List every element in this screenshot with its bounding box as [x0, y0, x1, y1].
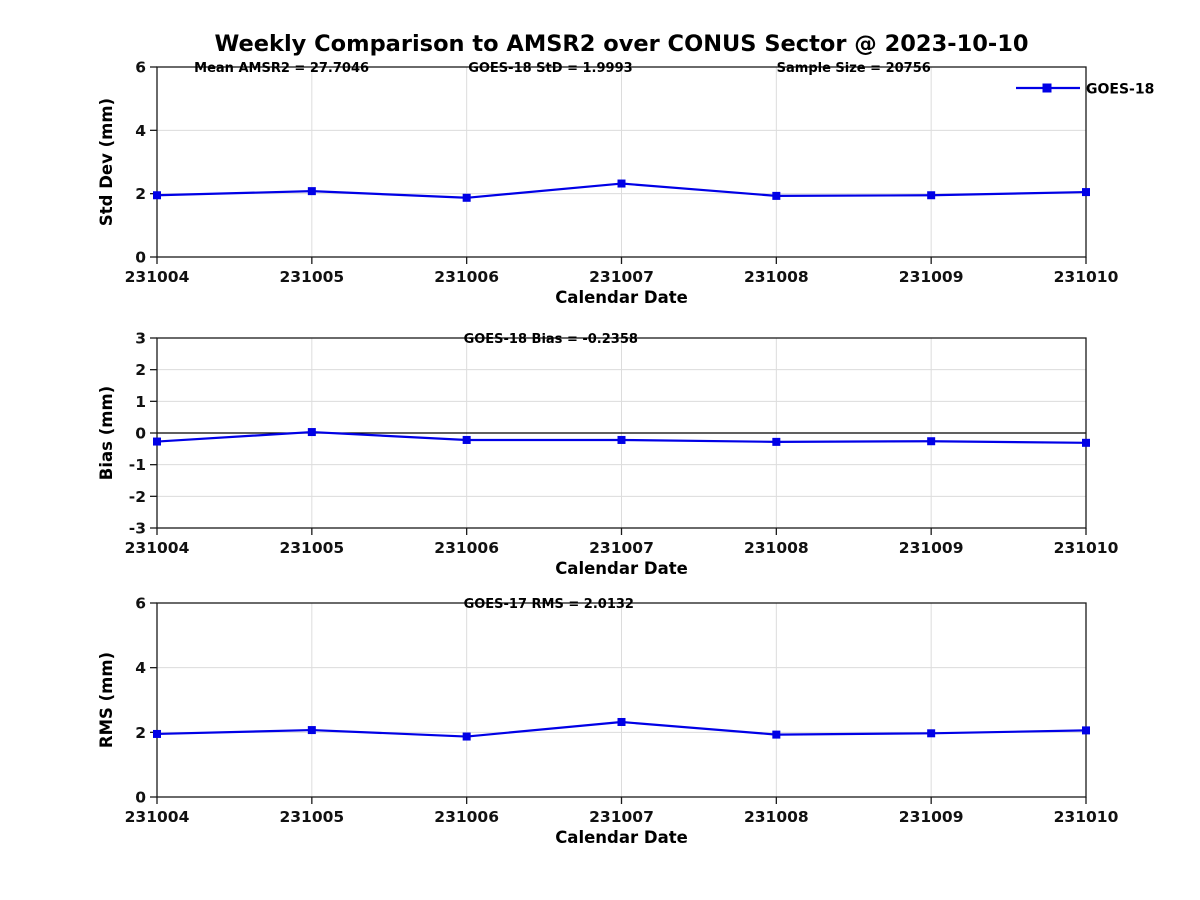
x-tick-label: 231006: [434, 808, 500, 826]
x-tick-label: 231008: [743, 808, 809, 826]
subplot-rms: [97, 595, 1119, 848]
x-tick-label: 231007: [589, 539, 654, 557]
data-point-marker: [772, 438, 780, 446]
data-point-marker: [463, 194, 471, 202]
y-axis-label: Bias (mm): [97, 385, 116, 481]
subplot-stddev: [97, 59, 1154, 308]
y-tick-label: 6: [135, 58, 146, 77]
data-point-marker: [308, 726, 316, 734]
data-point-marker: [618, 180, 626, 188]
x-axis-label: Calendar Date: [555, 559, 688, 578]
x-tick-label: 231008: [743, 268, 809, 286]
x-tick-label: 231006: [434, 539, 500, 557]
data-point-marker: [308, 187, 316, 195]
y-tick-label: 4: [135, 121, 146, 140]
chart-annotation: GOES-17 RMS = 2.0132: [463, 597, 634, 612]
x-tick-label: 231007: [589, 808, 654, 826]
y-tick-label: 0: [135, 424, 146, 443]
x-tick-label: 231010: [1053, 808, 1119, 826]
subplot-bias: [97, 330, 1119, 579]
data-point-marker: [927, 729, 935, 737]
y-tick-label: -2: [128, 487, 146, 506]
x-tick-label: 231005: [279, 539, 345, 557]
chart-annotation: Sample Size = 20756: [776, 61, 931, 76]
x-tick-label: 231009: [898, 268, 964, 286]
data-point-marker: [153, 438, 161, 446]
x-tick-label: 231004: [124, 268, 190, 286]
x-tick-label: 231009: [898, 808, 964, 826]
y-tick-label: -3: [128, 519, 146, 538]
x-tick-label: 231007: [589, 268, 654, 286]
y-tick-label: 0: [135, 248, 146, 267]
x-tick-label: 231009: [898, 539, 964, 557]
y-tick-label: 4: [135, 659, 146, 678]
y-tick-label: -1: [128, 456, 146, 475]
y-tick-label: 2: [135, 185, 146, 204]
x-tick-label: 231004: [124, 539, 190, 557]
chart-annotation: GOES-18 StD = 1.9993: [468, 61, 633, 76]
data-point-marker: [772, 192, 780, 200]
data-point-marker: [153, 730, 161, 738]
y-tick-label: 2: [135, 361, 146, 380]
data-point-marker: [153, 191, 161, 199]
y-axis-label: RMS (mm): [97, 651, 116, 749]
x-tick-label: 231010: [1053, 539, 1119, 557]
y-tick-label: 0: [135, 788, 146, 807]
data-point-marker: [927, 437, 935, 445]
x-tick-label: 231008: [743, 539, 809, 557]
data-point-marker: [927, 191, 935, 199]
y-axis-label: Std Dev (mm): [97, 97, 116, 227]
x-axis-label: Calendar Date: [555, 288, 688, 307]
legend-marker-sample: [1043, 84, 1052, 93]
data-point-marker: [618, 436, 626, 444]
figure-title: Weekly Comparison to AMSR2 over CONUS Sector @ 2023-10-10: [214, 31, 1029, 57]
x-axis-label: Calendar Date: [555, 828, 688, 847]
y-tick-label: 2: [135, 723, 146, 742]
data-point-marker: [1082, 188, 1090, 196]
data-point-marker: [463, 436, 471, 444]
x-tick-label: 231004: [124, 808, 190, 826]
legend: [1016, 82, 1154, 98]
data-point-marker: [1082, 726, 1090, 734]
x-tick-label: 231010: [1053, 268, 1119, 286]
data-point-marker: [618, 718, 626, 726]
x-tick-label: 231005: [279, 268, 345, 286]
chart-annotation: GOES-18 Bias = -0.2358: [463, 332, 638, 347]
x-tick-label: 231006: [434, 268, 500, 286]
data-point-marker: [463, 733, 471, 741]
data-point-marker: [1082, 439, 1090, 447]
data-point-marker: [772, 731, 780, 739]
y-tick-label: 6: [135, 594, 146, 613]
y-tick-label: 1: [135, 392, 146, 411]
x-tick-label: 231005: [279, 808, 345, 826]
data-point-marker: [308, 428, 316, 436]
legend-label: GOES-18: [1086, 81, 1155, 98]
y-tick-label: 3: [135, 329, 146, 348]
chart-annotation: Mean AMSR2 = 27.7046: [194, 61, 370, 76]
